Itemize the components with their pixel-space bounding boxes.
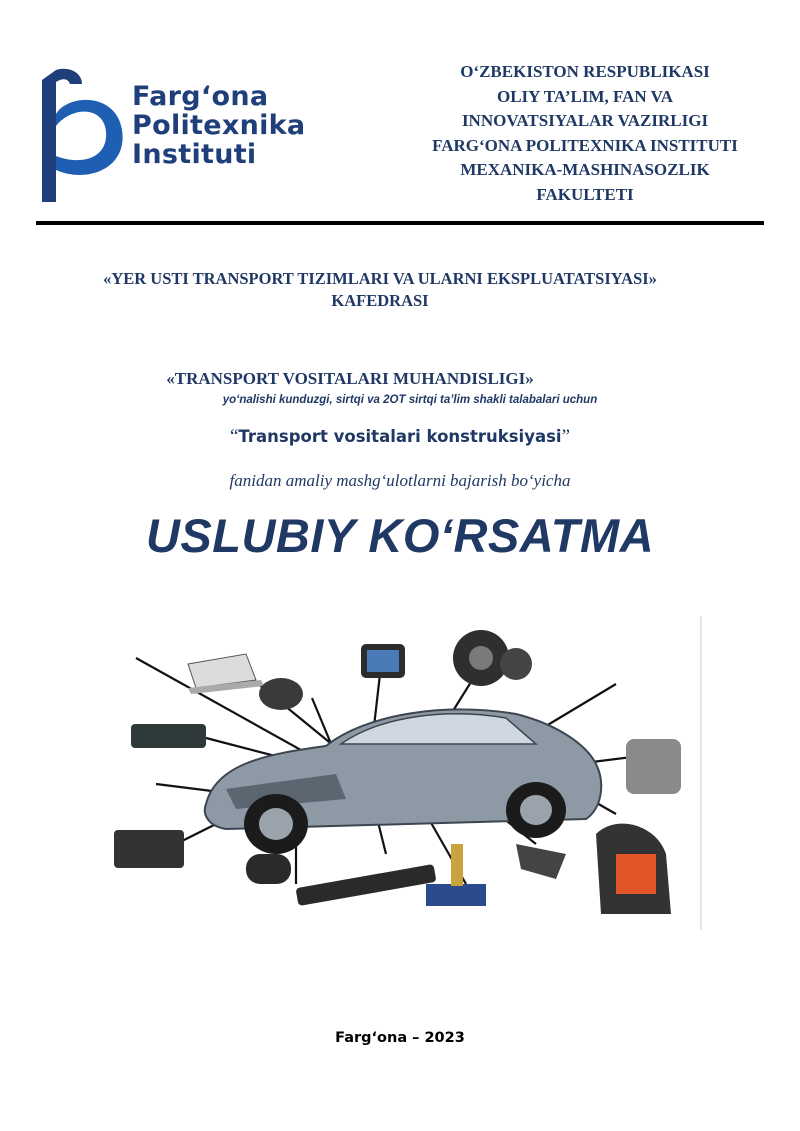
logo-mark-stem <box>42 70 56 202</box>
department-name: «YER USTI TRANSPORT TIZIMLARI VA ULARNI EKSPLUATATSIYASI» <box>103 269 657 288</box>
ministry-line-6: FAKULTETI <box>536 184 634 204</box>
logo-line-3: Instituti <box>132 139 257 170</box>
logo-line-2: Politexnika <box>132 110 306 141</box>
study-form-note: yo‘nalishi kunduzgi, sirtqi va 2OT sirtqi ta’lim shakli talabalari uchun <box>222 394 598 406</box>
header-divider <box>36 221 764 225</box>
ministry-line-4: FARG‘ONA POLITEXNIKA INSTITUTI <box>432 135 738 155</box>
subject-close-quote: ” <box>561 426 570 447</box>
department-label: KAFEDRASI <box>331 291 429 310</box>
logo-wordmark <box>132 82 305 169</box>
ministry-line-3: INNOVATSIYALAR VAZIRLIGI <box>461 111 709 130</box>
subject-title <box>150 426 650 448</box>
city-year: Farg‘ona – 2023 <box>335 1030 465 1046</box>
department-heading <box>30 268 730 312</box>
logo-line-1: Farg‘ona <box>132 81 269 112</box>
car-parts-illustration <box>96 614 704 932</box>
logo-mark-hook <box>56 69 82 84</box>
ministry-line-5: MEXANIKA-MASHINASOZLIK <box>460 160 710 179</box>
ministry-heading <box>400 60 770 207</box>
document-subtitle: fanidan amaliy mashg‘ulotlarni bajarish bo‘yicha <box>229 471 571 490</box>
specialty-name: «TRANSPORT VOSITALARI MUHANDISLIGI» <box>166 369 534 388</box>
ministry-line-1: O‘ZBEKISTON RESPUBLIKASI <box>460 62 710 81</box>
document-title: USLUBIY KO‘RSATMA <box>145 509 655 562</box>
subject-open-quote: “ <box>229 426 239 447</box>
ministry-line-2: OLIY TA’LIM, FAN VA <box>496 86 673 106</box>
logo-mark-bowl <box>56 100 123 175</box>
subject-name: Transport vositalari konstruksiyasi <box>238 427 562 446</box>
